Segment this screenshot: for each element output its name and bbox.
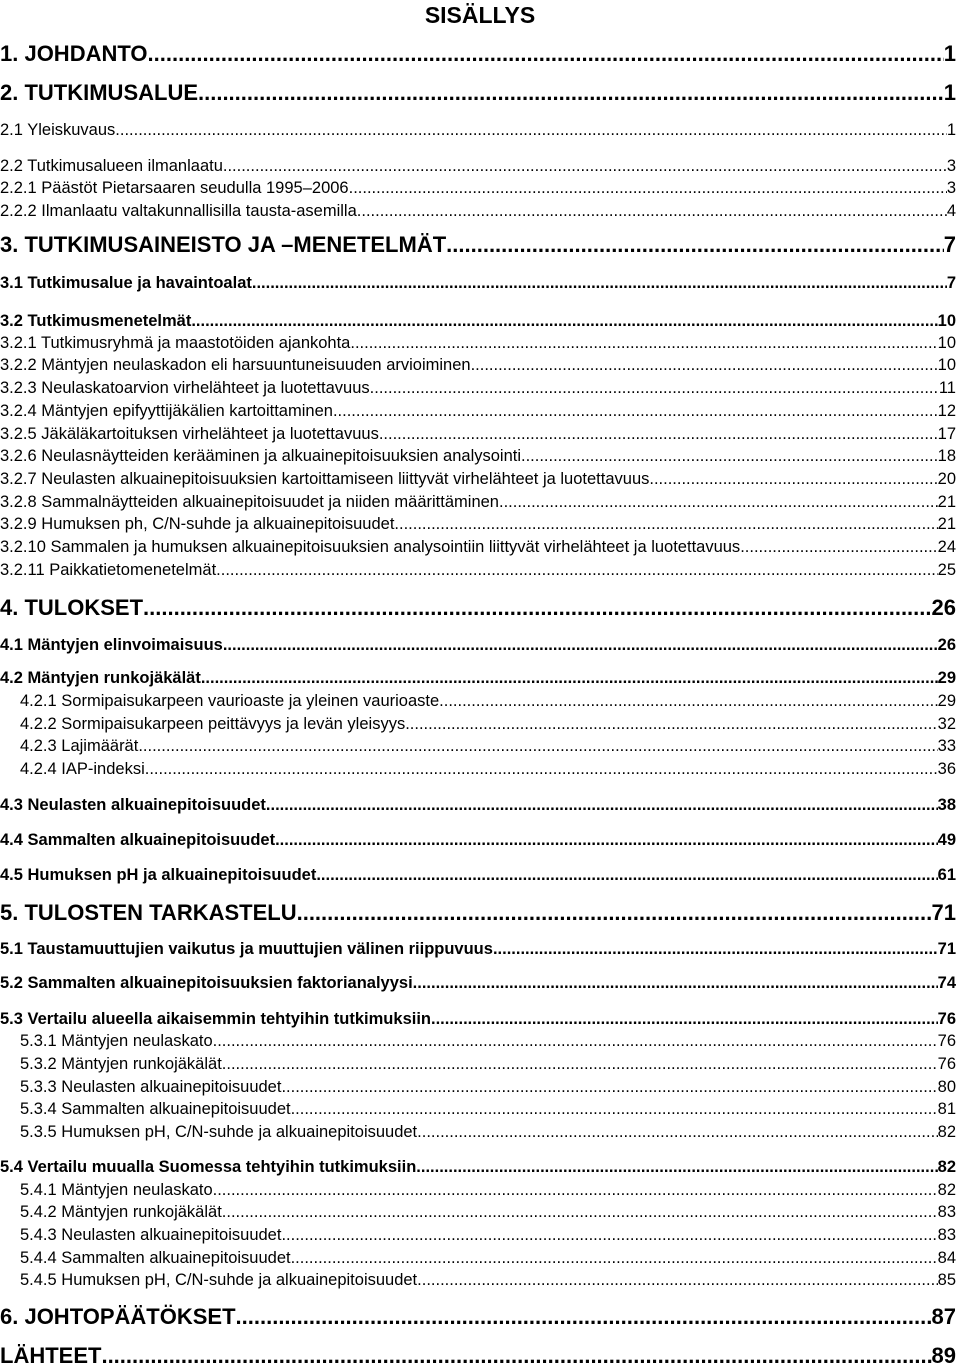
toc-entry-label: 5.4.4 Sammalten alkuainepitoisuudet bbox=[20, 1249, 291, 1267]
leader-dots bbox=[291, 1247, 938, 1269]
toc-entry[interactable] bbox=[0, 332, 956, 354]
toc-entry-page: 17 bbox=[937, 425, 956, 443]
leader-dots bbox=[266, 794, 938, 816]
toc-entry-label: 5.4.3 Neulasten alkuainepitoisuudet bbox=[20, 1226, 282, 1244]
toc-entry-page: 10 bbox=[937, 356, 956, 374]
toc-entry-label: 5.3 Vertailu alueella aikaisemmin tehtyihin tutkimuksiin bbox=[0, 1010, 431, 1028]
toc-entry[interactable] bbox=[0, 829, 956, 851]
toc-entry-page: 76 bbox=[937, 1010, 956, 1028]
leader-dots bbox=[101, 1342, 931, 1370]
toc-entry-page: 83 bbox=[937, 1226, 956, 1244]
leader-dots bbox=[349, 177, 947, 199]
toc-entry-label: 3. TUTKIMUSAINEISTO JA –MENETELMÄT bbox=[0, 232, 447, 257]
toc-entry[interactable] bbox=[20, 1098, 956, 1120]
toc-entry-label: 4.5 Humuksen pH ja alkuainepitoisuudet bbox=[0, 866, 317, 884]
toc-entry-label: 1. JOHDANTO bbox=[0, 41, 148, 66]
toc-entry[interactable] bbox=[20, 713, 956, 735]
leader-dots bbox=[417, 1269, 937, 1291]
toc-entry-page: 11 bbox=[938, 379, 956, 397]
toc-entry-label: 3.2.4 Mäntyjen epifyyttijäkälien kartoittaminen bbox=[0, 402, 333, 420]
leader-dots bbox=[413, 972, 938, 994]
toc-entry-page: 10 bbox=[937, 334, 956, 352]
toc-entry[interactable] bbox=[20, 1076, 956, 1098]
toc-entry[interactable] bbox=[0, 972, 956, 994]
toc-entry-page: 26 bbox=[937, 636, 956, 654]
toc-entry[interactable] bbox=[20, 1247, 956, 1269]
toc-entry-page: 33 bbox=[937, 737, 956, 755]
toc-entry-label: 4.2.2 Sormipaisukarpeen peittävyys ja levän yleisyys bbox=[20, 715, 406, 733]
toc-entry-label: 5.4.5 Humuksen pH, C/N-suhde ja alkuainepitoisuudet bbox=[20, 1271, 418, 1289]
toc-entry-label: 3.2.1 Tutkimusryhmä ja maastotöiden ajankohta bbox=[0, 334, 351, 352]
toc-entry[interactable] bbox=[0, 200, 956, 222]
leader-dots bbox=[222, 1053, 938, 1075]
toc-entry-label: 5.4.2 Mäntyjen runkojäkälät bbox=[20, 1203, 222, 1221]
toc-entry-label: 4.2 Mäntyjen runkojäkälät bbox=[0, 669, 201, 687]
leader-dots bbox=[471, 354, 938, 376]
toc-entry-label: 2. TUTKIMUSALUE bbox=[0, 80, 198, 105]
toc-entry[interactable] bbox=[0, 864, 956, 886]
toc-entry-label: 3.2.6 Neulasnäytteiden kerääminen ja alkuainepitoisuuksien analysointi bbox=[0, 447, 521, 465]
toc-entry-page: 1 bbox=[946, 121, 956, 139]
toc-entry-page: 82 bbox=[937, 1123, 956, 1141]
leader-dots bbox=[252, 272, 947, 294]
toc-entry[interactable] bbox=[0, 377, 956, 399]
toc-entry-label: 3.2.8 Sammalnäytteiden alkuainepitoisuudet ja niiden määrittäminen bbox=[0, 493, 499, 511]
leader-dots bbox=[439, 690, 937, 712]
toc-entry-page: 82 bbox=[937, 1158, 956, 1176]
toc-entry-page: 61 bbox=[937, 866, 956, 884]
leader-dots bbox=[499, 491, 938, 513]
leader-dots bbox=[223, 155, 947, 177]
toc-entry-page: 20 bbox=[937, 470, 956, 488]
toc-entry-label: 4.2.4 IAP-indeksi bbox=[20, 760, 145, 778]
toc-entry[interactable] bbox=[0, 231, 956, 259]
toc-entry[interactable] bbox=[20, 1030, 956, 1052]
toc-entry[interactable] bbox=[0, 423, 956, 445]
toc-entry-label: 3.1 Tutkimusalue ja havaintoalat bbox=[0, 274, 252, 292]
toc-entry[interactable] bbox=[0, 667, 956, 689]
leader-dots bbox=[201, 667, 938, 689]
leader-dots bbox=[143, 594, 932, 622]
toc-entry[interactable] bbox=[20, 758, 956, 780]
toc-entry-page: 25 bbox=[937, 561, 956, 579]
toc-entry-label: 5.2 Sammalten alkuainepitoisuuksien faktorianalyysi bbox=[0, 974, 413, 992]
toc-entry-page: 1 bbox=[943, 80, 956, 105]
toc-entry-label: 2.1 Yleiskuvaus bbox=[0, 121, 116, 139]
toc-entry-label: 4.3 Neulasten alkuainepitoisuudet bbox=[0, 796, 266, 814]
toc-entry[interactable] bbox=[20, 1269, 956, 1291]
toc-entry-label: 5.4.1 Mäntyjen neulaskato bbox=[20, 1181, 213, 1199]
toc-entry-page: 81 bbox=[937, 1100, 956, 1118]
toc-entry-page: 21 bbox=[937, 493, 956, 511]
toc-entry-label: LÄHTEET bbox=[0, 1343, 102, 1368]
toc-entry-label: 5.3.5 Humuksen pH, C/N-suhde ja alkuainepitoisuudet bbox=[20, 1123, 418, 1141]
leader-dots bbox=[281, 1224, 937, 1246]
toc-entry[interactable] bbox=[20, 1224, 956, 1246]
toc-entry-label: 5.3.3 Neulasten alkuainepitoisuudet bbox=[20, 1078, 282, 1096]
toc-entry[interactable] bbox=[0, 155, 956, 177]
toc-entry-page: 85 bbox=[937, 1271, 956, 1289]
toc-entry[interactable] bbox=[0, 354, 956, 376]
leader-dots bbox=[281, 1076, 937, 1098]
leader-dots bbox=[216, 559, 937, 581]
toc-entry-page: 1 bbox=[943, 41, 956, 66]
leader-dots bbox=[370, 377, 939, 399]
toc-entry-label: 3.2.2 Mäntyjen neulaskadon eli harsuuntuneisuuden arvioiminen bbox=[0, 356, 471, 374]
toc-entry-page: 71 bbox=[937, 940, 956, 958]
toc-entry-page: 29 bbox=[937, 669, 956, 687]
toc-entry-page: 32 bbox=[937, 715, 956, 733]
toc-entry-label: 3.2.11 Paikkatietomenetelmät bbox=[0, 561, 217, 579]
toc-entry-page: 21 bbox=[937, 515, 956, 533]
toc-entry[interactable] bbox=[0, 400, 956, 422]
toc-entry-page: 12 bbox=[937, 402, 956, 420]
toc-entry-label: 3.2.7 Neulasten alkuainepitoisuuksien kartoittamiseen liittyvät virhelähteet ja luotettavuus bbox=[0, 470, 650, 488]
toc-entry-label: 4.4 Sammalten alkuainepitoisuudet bbox=[0, 831, 276, 849]
toc-entry-page: 26 bbox=[931, 595, 956, 620]
leader-dots bbox=[316, 864, 937, 886]
leader-dots bbox=[521, 445, 938, 467]
toc-entry-label: 3.2 Tutkimusmenetelmät bbox=[0, 312, 192, 330]
toc-entry-label: 2.2 Tutkimusalueen ilmanlaatu bbox=[0, 157, 223, 175]
toc-entry-label: 2.2.2 Ilmanlaatu valtakunnallisilla tausta-asemilla bbox=[0, 202, 357, 220]
leader-dots bbox=[223, 634, 938, 656]
toc-entry-label: 4. TULOKSET bbox=[0, 595, 144, 620]
toc-entry-label: 3.2.5 Jäkäläkartoituksen virhelähteet ja luotettavuus bbox=[0, 425, 379, 443]
toc-entry[interactable] bbox=[0, 445, 956, 467]
leader-dots bbox=[191, 310, 937, 332]
toc-entry-page: 89 bbox=[931, 1343, 956, 1368]
toc-entry[interactable] bbox=[0, 177, 956, 199]
toc-entry-label: 5.3.2 Mäntyjen runkojäkälät bbox=[20, 1055, 222, 1073]
toc-entry-label: 5.4 Vertailu muualla Suomessa tehtyihin tutkimuksiin bbox=[0, 1158, 417, 1176]
toc-entry[interactable] bbox=[0, 1156, 956, 1178]
leader-dots bbox=[297, 899, 932, 927]
toc-entry[interactable] bbox=[0, 1008, 956, 1030]
toc-entry-page: 87 bbox=[931, 1304, 956, 1329]
toc-entry-label: 4.2.3 Lajimäärät bbox=[20, 737, 139, 755]
leader-dots bbox=[357, 200, 947, 222]
toc-entry[interactable] bbox=[0, 272, 956, 294]
toc-entry[interactable] bbox=[0, 1342, 956, 1370]
toc-entry-label: 6. JOHTOPÄÄTÖKSET bbox=[0, 1304, 236, 1329]
toc-entry-page: 7 bbox=[943, 232, 956, 257]
toc-entry-page: 49 bbox=[937, 831, 956, 849]
toc-entry-page: 24 bbox=[937, 538, 956, 556]
toc-entry[interactable] bbox=[0, 899, 956, 927]
leader-dots bbox=[275, 829, 938, 851]
toc-entry-page: 29 bbox=[937, 692, 956, 710]
toc-entry[interactable] bbox=[0, 559, 956, 581]
toc-entry[interactable] bbox=[0, 1303, 956, 1331]
toc-entry[interactable] bbox=[20, 690, 956, 712]
toc-entry-page: 83 bbox=[937, 1203, 956, 1221]
toc-entry[interactable] bbox=[0, 938, 956, 960]
toc-entry-label: 5.1 Taustamuuttujien vaikutus ja muuttujien välinen riippuvuus bbox=[0, 940, 493, 958]
toc-entry-page: 71 bbox=[931, 900, 956, 925]
toc-entry[interactable] bbox=[20, 1201, 956, 1223]
toc-entry-label: 3.2.9 Humuksen ph, C/N-suhde ja alkuainepitoisuudet bbox=[0, 515, 395, 533]
toc-entry[interactable] bbox=[0, 491, 956, 513]
toc-entry[interactable] bbox=[0, 594, 956, 622]
toc-entry[interactable] bbox=[0, 468, 956, 490]
leader-dots bbox=[416, 1156, 937, 1178]
leader-dots bbox=[148, 40, 944, 68]
toc-entry[interactable] bbox=[0, 536, 956, 558]
toc-entry-page: 80 bbox=[937, 1078, 956, 1096]
toc-entry-page: 36 bbox=[937, 760, 956, 778]
toc-entry-page: 3 bbox=[946, 157, 956, 175]
toc-entry[interactable] bbox=[0, 634, 956, 656]
toc-entry[interactable] bbox=[0, 79, 956, 107]
leader-dots bbox=[350, 332, 937, 354]
toc-entry[interactable] bbox=[0, 794, 956, 816]
toc-entry[interactable] bbox=[20, 735, 956, 757]
toc-entry-label: 3.2.10 Sammalen ja humuksen alkuainepitoisuuksien analysointiin liittyvät virhelähteet ja luotettavuus bbox=[0, 538, 741, 556]
leader-dots bbox=[115, 119, 947, 141]
toc-entry-page: 76 bbox=[937, 1032, 956, 1050]
toc-entry[interactable] bbox=[0, 310, 956, 332]
leader-dots bbox=[198, 79, 944, 107]
page-title: SISÄLLYS bbox=[424, 2, 536, 28]
toc-entry-label: 3.2.3 Neulaskatoarvion virhelähteet ja luotettavuus bbox=[0, 379, 370, 397]
leader-dots bbox=[740, 536, 937, 558]
leader-dots bbox=[236, 1303, 932, 1331]
toc-entry-page: 82 bbox=[937, 1181, 956, 1199]
toc-entry[interactable] bbox=[0, 119, 956, 141]
toc-entry[interactable] bbox=[20, 1053, 956, 1075]
toc-entry[interactable] bbox=[20, 1121, 956, 1143]
leader-dots bbox=[417, 1121, 937, 1143]
toc-entry-label: 5.3.4 Sammalten alkuainepitoisuudet bbox=[20, 1100, 291, 1118]
toc-entry-page: 74 bbox=[937, 974, 956, 992]
toc-entry-label: 2.2.1 Päästöt Pietarsaaren seudulla 1995–2006 bbox=[0, 179, 349, 197]
toc-entry[interactable] bbox=[0, 513, 956, 535]
toc-entry-label: 4.1 Mäntyjen elinvoimaisuus bbox=[0, 636, 223, 654]
toc-entry-page: 18 bbox=[937, 447, 956, 465]
toc-entry-page: 4 bbox=[946, 202, 956, 220]
leader-dots bbox=[649, 468, 937, 490]
leader-dots bbox=[431, 1008, 938, 1030]
leader-dots bbox=[145, 758, 938, 780]
leader-dots bbox=[446, 231, 944, 259]
leader-dots bbox=[222, 1201, 938, 1223]
toc-entry-label: 5.3.1 Mäntyjen neulaskato bbox=[20, 1032, 213, 1050]
leader-dots bbox=[405, 713, 937, 735]
toc-entry-label: 4.2.1 Sormipaisukarpeen vaurioaste ja yleinen vaurioaste bbox=[20, 692, 440, 710]
leader-dots bbox=[138, 735, 937, 757]
toc-entry[interactable] bbox=[20, 1179, 956, 1201]
toc-entry-page: 38 bbox=[937, 796, 956, 814]
leader-dots bbox=[333, 400, 938, 422]
leader-dots bbox=[493, 938, 938, 960]
toc-entry-page: 3 bbox=[946, 179, 956, 197]
leader-dots bbox=[291, 1098, 938, 1120]
leader-dots bbox=[213, 1030, 938, 1052]
toc-entry-page: 10 bbox=[937, 312, 956, 330]
toc-entry[interactable] bbox=[0, 40, 956, 68]
toc-entry-page: 7 bbox=[946, 274, 956, 292]
toc-entry-page: 84 bbox=[937, 1249, 956, 1267]
leader-dots bbox=[379, 423, 938, 445]
toc-entry-page: 76 bbox=[937, 1055, 956, 1073]
leader-dots bbox=[394, 513, 937, 535]
leader-dots bbox=[213, 1179, 938, 1201]
toc-entry-label: 5. TULOSTEN TARKASTELU bbox=[0, 900, 297, 925]
